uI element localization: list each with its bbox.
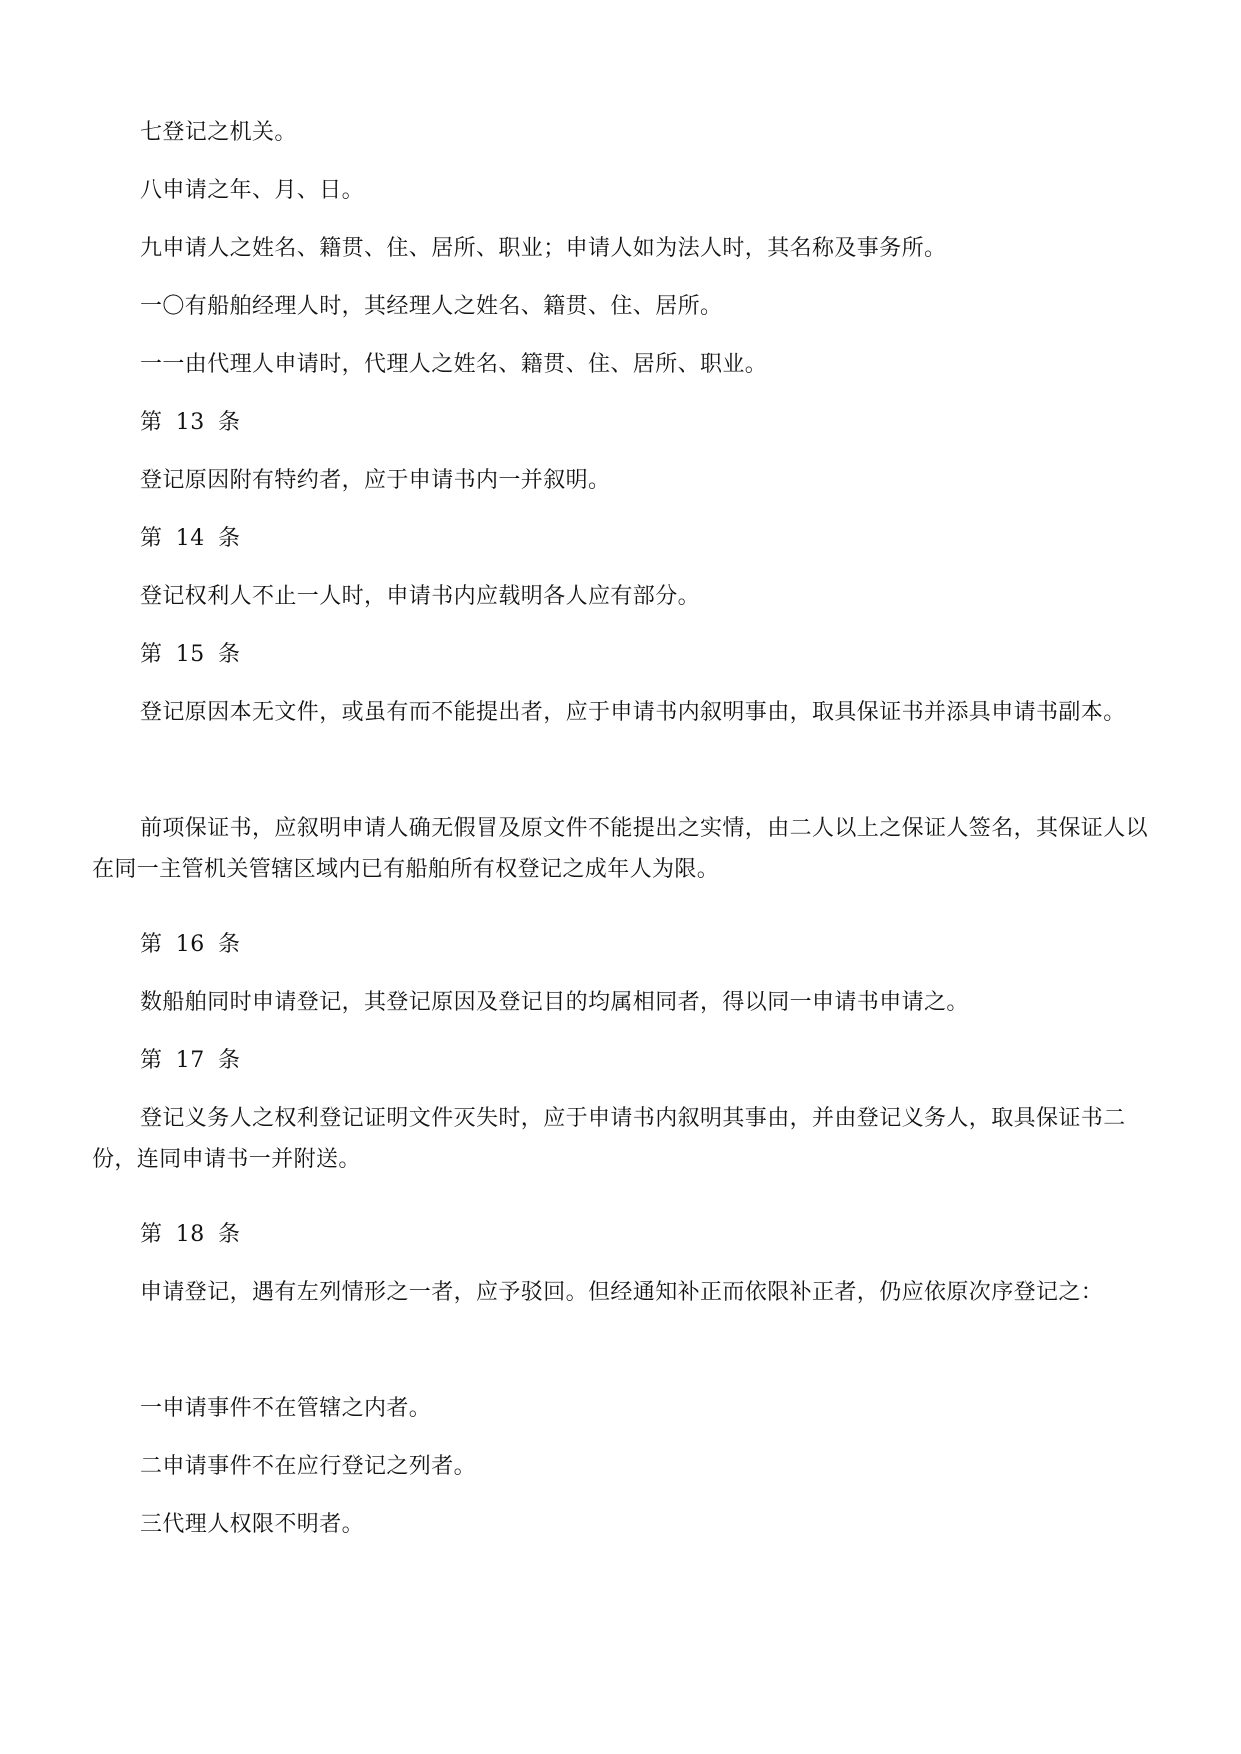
article-14-text: 登记权利人不止一人时，申请书内应载明各人应有部分。 [140, 584, 701, 609]
article-15-second-paragraph: 前项保证书，应叙明申请人确无假冒及原文件不能提出之实情，由二人以上之保证人签名，其保证人以在同一主管机关管辖区域内已有船舶所有权登记之成年人为限。 [92, 816, 1149, 882]
article-16-text: 数船舶同时申请登记，其登记原因及登记目的均属相同者，得以同一申请书申请之。 [140, 990, 969, 1015]
article-13-heading: 第 13 条 [140, 410, 241, 435]
article-18-item-2: 二申请事件不在应行登记之列者。 [140, 1454, 477, 1479]
article-14-heading: 第 14 条 [140, 526, 241, 551]
item-9-applicant-info: 九申请人之姓名、籍贯、住、居所、职业；申请人如为法人时，其名称及事务所。 [140, 236, 947, 261]
item-11-agent-info: 一一由代理人申请时，代理人之姓名、籍贯、住、居所、职业。 [140, 352, 768, 377]
article-15-heading: 第 15 条 [140, 642, 241, 667]
article-17-text: 登记义务人之权利登记证明文件灭失时，应于申请书内叙明其事由，并由登记义务人，取具保证书二份，连同申请书一并附送。 [92, 1106, 1126, 1172]
article-16-heading: 第 16 条 [140, 932, 241, 957]
item-7-registration-authority: 七登记之机关。 [140, 120, 297, 145]
article-18-item-3: 三代理人权限不明者。 [140, 1512, 365, 1537]
article-17-heading: 第 17 条 [140, 1048, 241, 1073]
article-18-text: 申请登记，遇有左列情形之一者，应予驳回。但经通知补正而依限补正者，仍应依原次序登记之： [140, 1280, 1104, 1305]
article-15-text: 登记原因本无文件，或虽有而不能提出者，应于申请书内叙明事由，取具保证书并添具申请书副本。 [140, 700, 1126, 725]
article-18-heading: 第 18 条 [140, 1222, 241, 1247]
article-18-item-1: 一申请事件不在管辖之内者。 [140, 1396, 432, 1421]
article-13-text: 登记原因附有特约者，应于申请书内一并叙明。 [140, 468, 611, 493]
item-10-ship-manager: 一〇有船舶经理人时，其经理人之姓名、籍贯、住、居所。 [140, 294, 723, 319]
item-8-application-date: 八申请之年、月、日。 [140, 178, 365, 203]
